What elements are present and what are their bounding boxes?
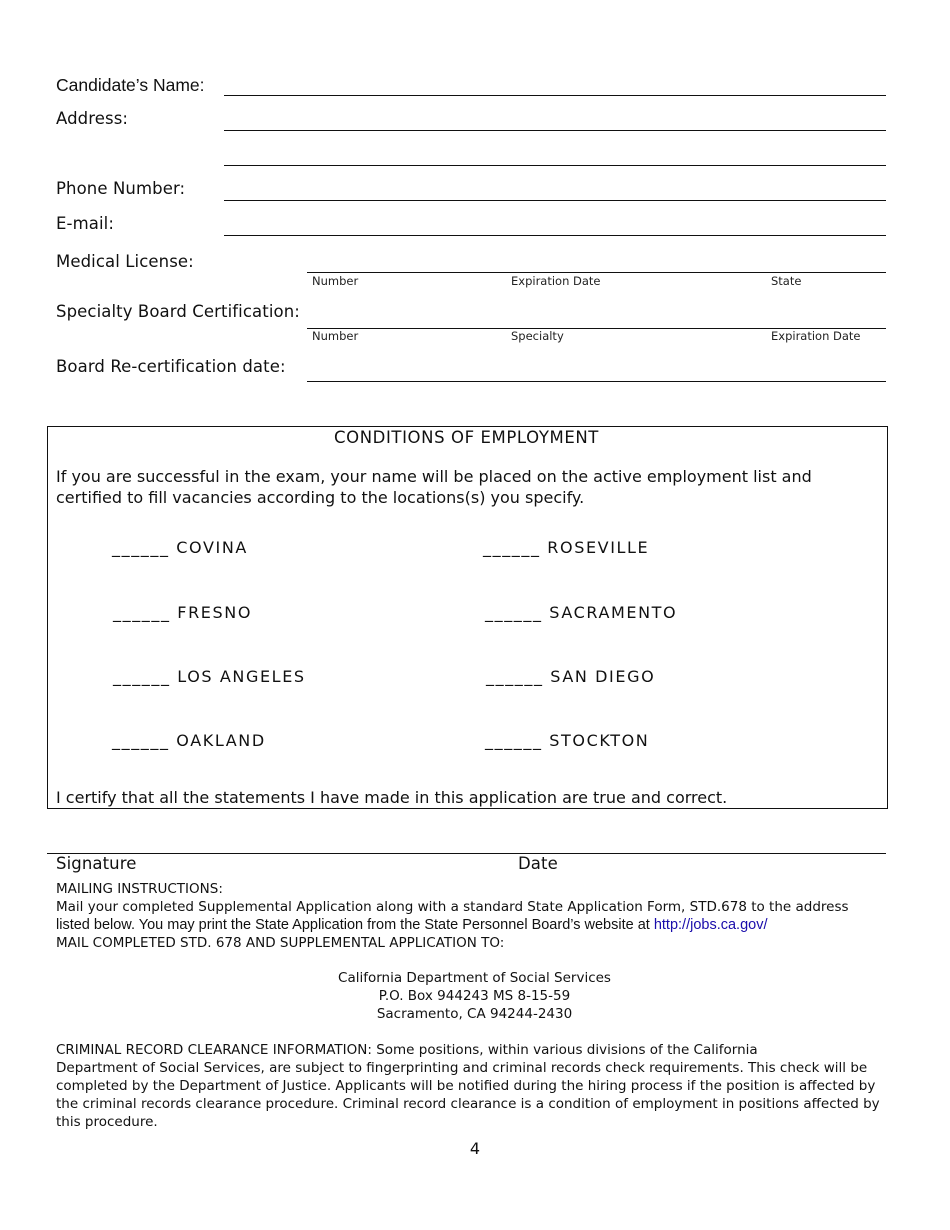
- license-expiration-caption: Expiration Date: [511, 274, 601, 288]
- date-label: Date: [518, 854, 558, 873]
- address-line-1[interactable]: [224, 130, 886, 131]
- mailing-address-3: Sacramento, CA 94244-2430: [376, 1006, 573, 1022]
- location-oakland[interactable]: ______ OAKLAND: [112, 731, 266, 750]
- medical-license-line[interactable]: [307, 272, 886, 273]
- mailing-address-1: California Department of Social Services: [338, 970, 611, 986]
- criminal-line-1-text: Some positions, within various divisions of the California: [376, 1042, 758, 1058]
- email-label: E-mail:: [56, 214, 114, 233]
- specialty-expiration-caption: Expiration Date: [771, 329, 861, 343]
- phone-label: Phone Number:: [56, 179, 186, 198]
- criminal-heading: CRIMINAL RECORD CLEARANCE INFORMATION:: [56, 1042, 372, 1058]
- recert-date-line[interactable]: [307, 381, 886, 382]
- certify-statement: I certify that all the statements I have made in this application are true and correct.: [56, 788, 728, 807]
- location-covina[interactable]: ______ COVINA: [112, 538, 248, 557]
- mailing-heading: MAILING INSTRUCTIONS:: [56, 881, 223, 897]
- address-line-2[interactable]: [224, 165, 886, 166]
- email-line[interactable]: [224, 235, 886, 236]
- location-los-angeles[interactable]: ______ LOS ANGELES: [113, 667, 306, 686]
- medical-license-label: Medical License:: [56, 252, 194, 271]
- mailing-line-3: MAIL COMPLETED STD. 678 AND SUPPLEMENTAL APPLICATION TO:: [56, 935, 505, 951]
- mailing-address-2: P.O. Box 944243 MS 8-15-59: [378, 988, 571, 1004]
- jobs-website-link[interactable]: http://jobs.ca.gov/: [653, 917, 768, 933]
- specialty-number-caption: Number: [312, 329, 359, 343]
- signature-line[interactable]: [47, 853, 886, 854]
- location-stockton[interactable]: ______ STOCKTON: [485, 731, 650, 750]
- license-state-caption: State: [771, 274, 802, 288]
- criminal-line-3: completed by the Department of Justice. Applicants will be notified during the hiring process if the position is affected by: [56, 1078, 876, 1094]
- phone-line[interactable]: [224, 200, 886, 201]
- candidate-name-line[interactable]: [224, 95, 886, 96]
- specialty-cert-label: Specialty Board Certification:: [56, 302, 300, 321]
- conditions-title: CONDITIONS OF EMPLOYMENT: [333, 428, 599, 447]
- specialty-caption: Specialty: [511, 329, 564, 343]
- recert-date-label: Board Re-certification date:: [56, 357, 286, 376]
- criminal-line-2: Department of Social Services, are subject to fingerprinting and criminal records check requirements. This check will be: [56, 1060, 868, 1076]
- license-number-caption: Number: [312, 274, 359, 288]
- location-roseville[interactable]: ______ ROSEVILLE: [483, 538, 650, 557]
- candidate-name-label: Candidate’s Name:: [56, 75, 205, 95]
- page-number: 4: [469, 1139, 481, 1158]
- conditions-intro-1: If you are successful in the exam, your name will be placed on the active employment list and: [56, 467, 812, 486]
- signature-label: Signature: [56, 854, 137, 873]
- criminal-line-1: [56, 1041, 758, 1059]
- mailing-line-1: Mail your completed Supplemental Application along with a standard State Application Form, STD.678 to the address: [56, 899, 849, 915]
- location-sacramento[interactable]: ______ SACRAMENTO: [485, 603, 678, 622]
- location-san-diego[interactable]: ______ SAN DIEGO: [486, 667, 656, 686]
- location-fresno[interactable]: ______ FRESNO: [113, 603, 253, 622]
- criminal-line-5: this procedure.: [56, 1114, 158, 1130]
- mailing-line-2: [56, 916, 767, 934]
- conditions-intro-2: certified to fill vacancies according to the locations(s) you specify.: [56, 488, 585, 507]
- mailing-line-2-text: listed below. You may print the State Application from the State Personnel Board’s website at: [56, 917, 650, 933]
- criminal-line-4: the criminal records clearance procedure. Criminal record clearance is a condition of employment in positions affected by: [56, 1096, 880, 1112]
- address-label: Address:: [56, 109, 129, 128]
